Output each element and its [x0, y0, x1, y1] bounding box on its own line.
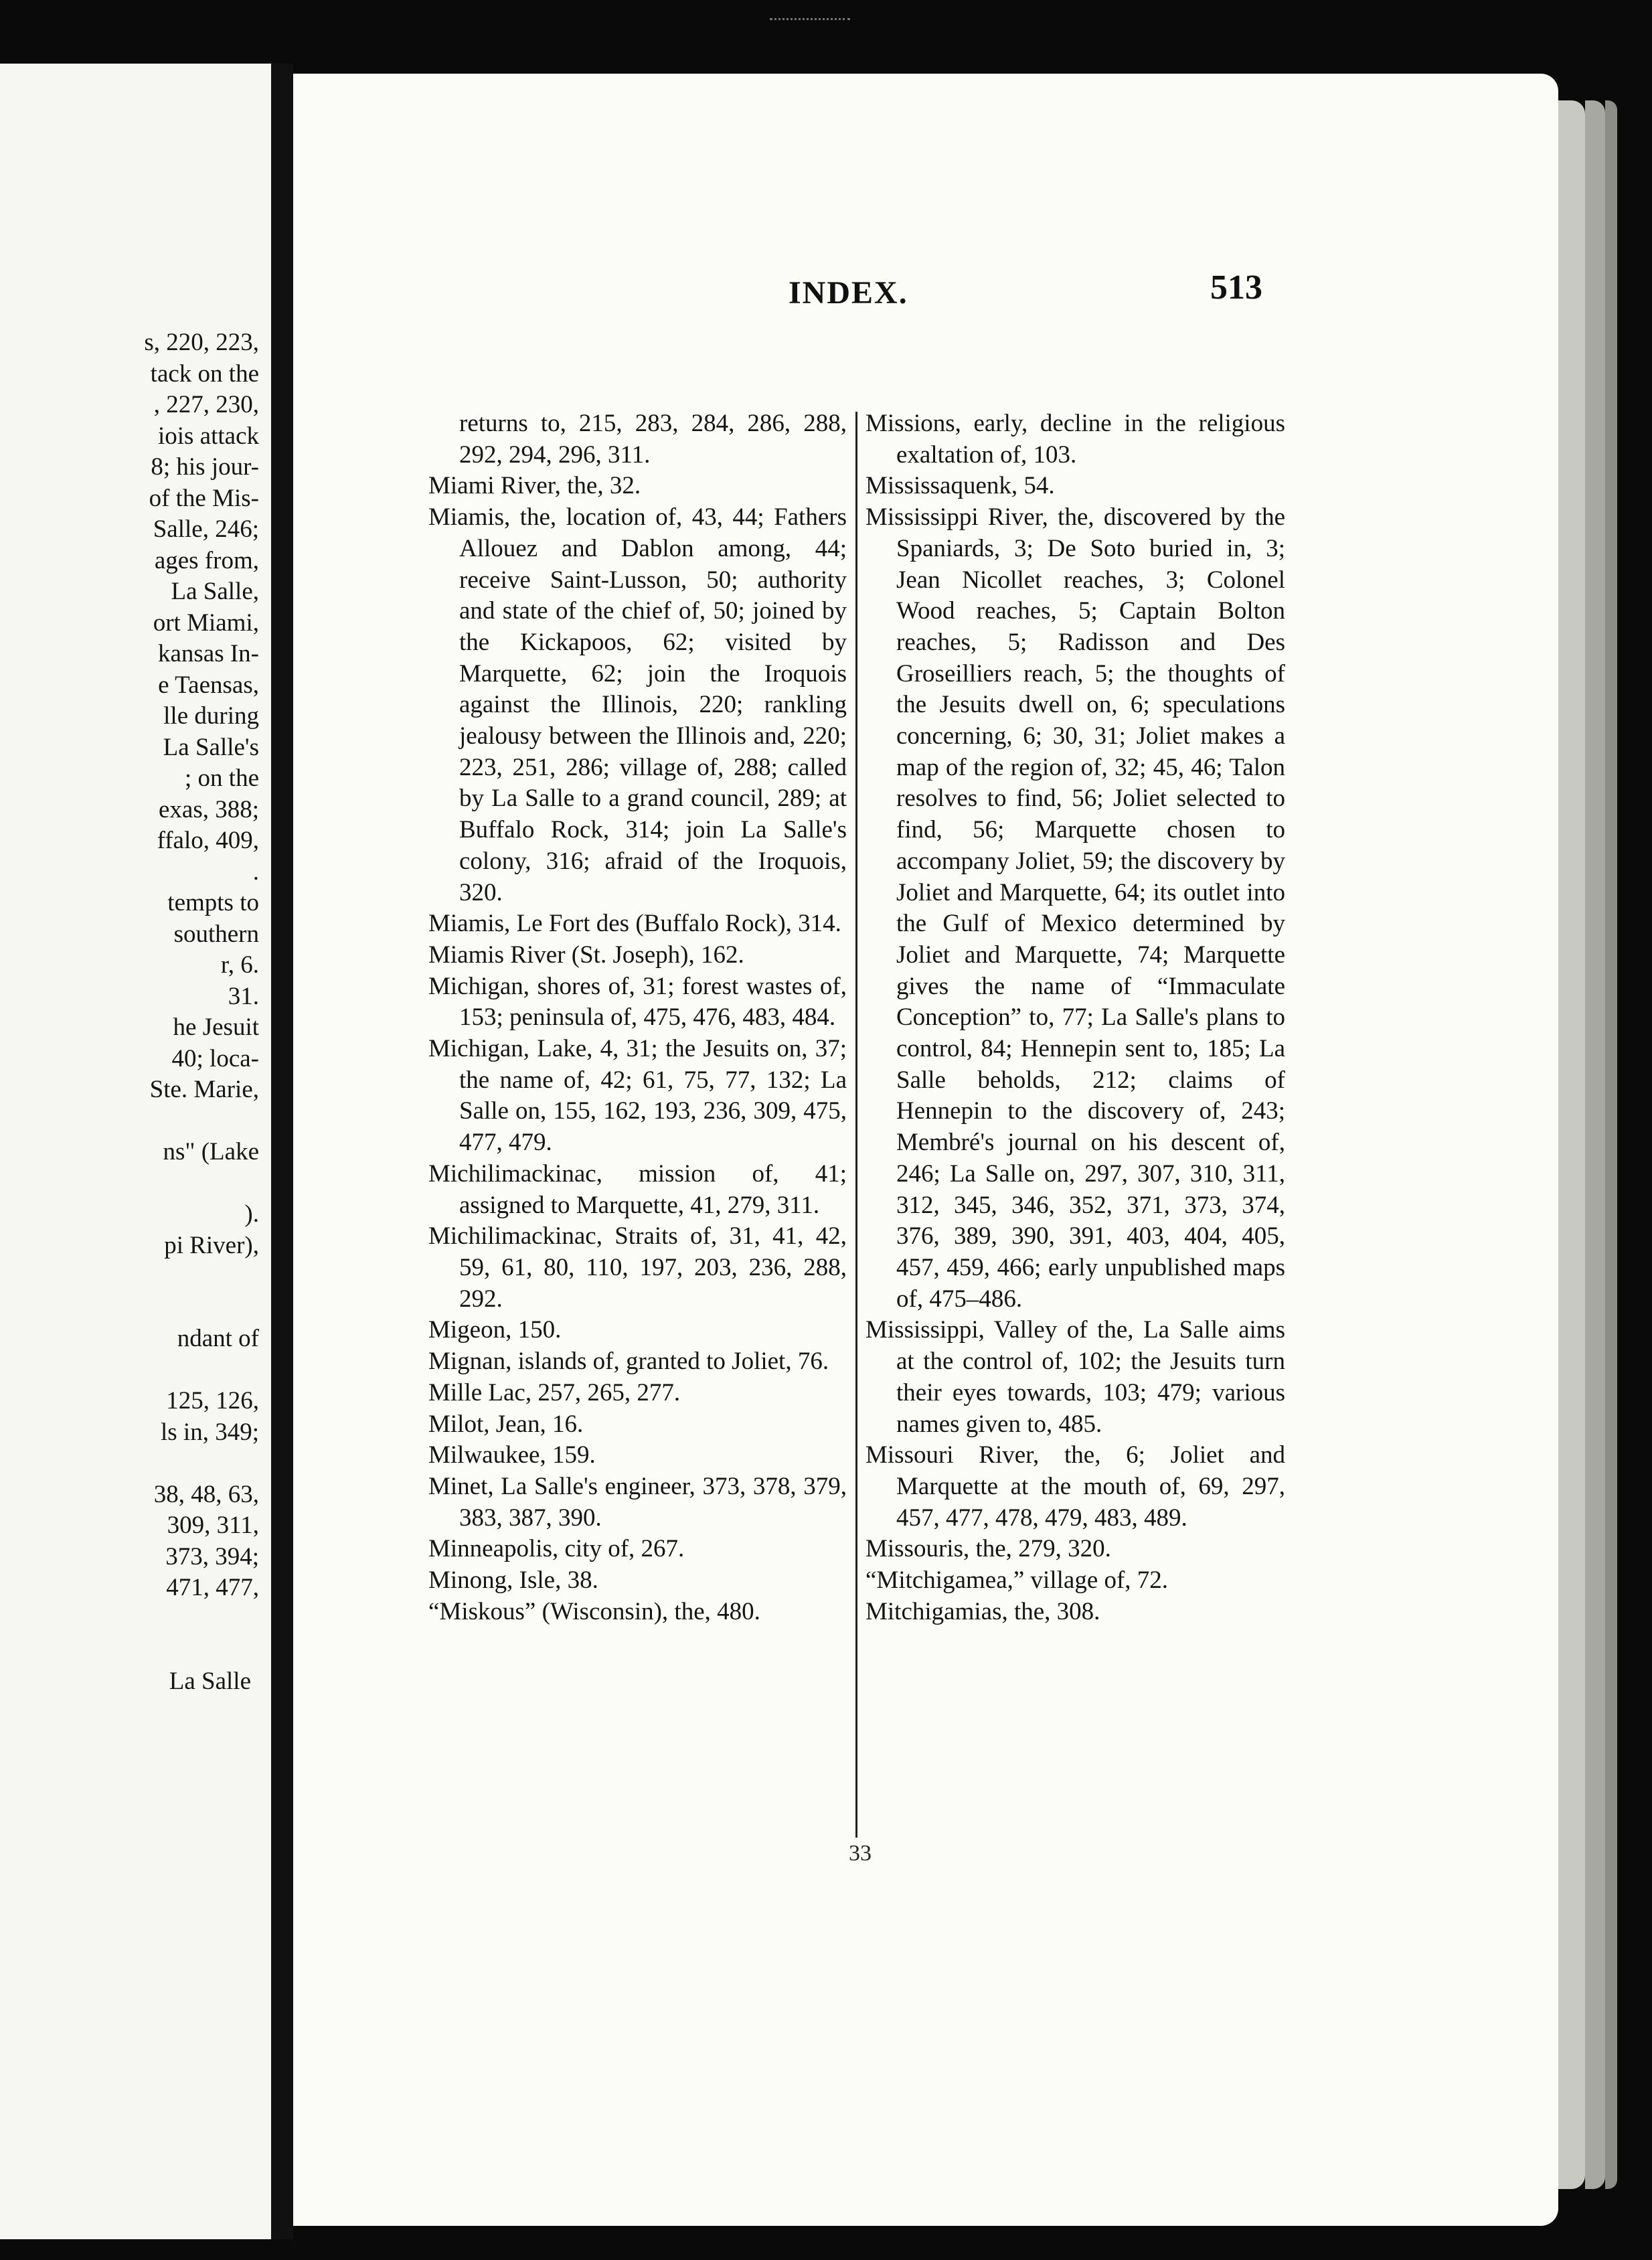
- facing-page-line: 40; loca-: [171, 1044, 259, 1072]
- facing-page-line: ndant of: [177, 1325, 259, 1352]
- column-rule: [855, 412, 857, 1838]
- facing-page-line: r, 6.: [220, 951, 259, 979]
- index-entry: Mississippi, Valley of the, La Salle aims at the control of, 102; the Jesuits turn their eyes towards, 103; 479; various names given to, 485.: [865, 1316, 1285, 1438]
- index-entry: “Mitchigamea,” village of, 72.: [865, 1566, 1169, 1595]
- facing-page-line: tempts to: [167, 889, 259, 916]
- index-entry: Minet, La Salle's engineer, 373, 378, 379, 383, 387, 390.: [428, 1472, 847, 1532]
- facing-page-line: iois attack: [157, 422, 259, 450]
- index-entry: Miamis, Le Fort des (Buffalo Rock), 314.: [428, 910, 841, 938]
- facing-page-line: La Salle: [169, 1667, 251, 1695]
- facing-page-line: La Salle's: [163, 733, 259, 761]
- facing-page-line: 8; his jour-: [151, 453, 259, 481]
- signature-mark: 33: [849, 1841, 872, 1866]
- facing-page-line: 373, 394;: [165, 1542, 259, 1570]
- index-entry: Minong, Isle, 38.: [428, 1566, 598, 1595]
- facing-page-line: southern: [173, 920, 259, 948]
- facing-page-line: ; on the: [185, 764, 259, 792]
- facing-page-line: ns" (Lake: [163, 1138, 259, 1165]
- page-number: 513: [1210, 268, 1262, 307]
- facing-page-line: exas, 388;: [158, 795, 259, 823]
- index-entry: Missouris, the, 279, 320.: [865, 1535, 1111, 1563]
- facing-page-line: lle during: [163, 702, 259, 730]
- scan-smudge: [770, 3, 850, 20]
- facing-page-line: 31.: [228, 982, 259, 1010]
- index-entry: Migeon, 150.: [428, 1316, 562, 1344]
- index-entry: Milwaukee, 159.: [428, 1441, 596, 1469]
- index-entry: Michigan, shores of, 31; forest wastes of, 153; peninsula of, 475, 476, 483, 484.: [428, 972, 847, 1032]
- facing-page-line: pi River),: [164, 1231, 259, 1259]
- facing-page-line: La Salle,: [171, 578, 259, 605]
- index-entry: Mille Lac, 257, 265, 277.: [428, 1378, 681, 1406]
- index-entry: Michigan, Lake, 4, 31; the Jesuits on, 37; the name of, 42; 61, 75, 77, 132; La Salle on, 155, 162, 193, 236, 309, 475, 477, 479.: [428, 1035, 847, 1157]
- index-entry: Mignan, islands of, granted to Joliet, 76.: [428, 1348, 829, 1376]
- running-head: INDEX.: [789, 275, 908, 311]
- facing-page-line: ort Miami,: [153, 609, 259, 637]
- page-edge: [1558, 100, 1585, 2189]
- index-entry: Miamis River (St. Joseph), 162.: [428, 941, 744, 969]
- facing-page-line: Salle, 246;: [153, 515, 259, 543]
- facing-page-line: of the Mis-: [149, 484, 259, 512]
- page-edge: [1605, 100, 1617, 2189]
- page-edge: [1585, 100, 1605, 2189]
- index-entry: Minneapolis, city of, 267.: [428, 1535, 685, 1563]
- index-entry: Michilimackinac, Straits of, 31, 41, 42, 59, 61, 80, 110, 197, 203, 236, 288, 292.: [428, 1222, 847, 1313]
- index-entry-continuation: returns to, 215, 283, 284, 286, 288, 292, 294, 296, 311.: [459, 410, 847, 469]
- facing-page-line: ls in, 349;: [161, 1418, 259, 1446]
- index-entry: Miamis, the, location of, 43, 44; Fathers Allouez and Dablon among, 44; receive Saint-Lusson, 50; authority and state of the chief of, 50; joined by the Kickapoos, 62; visited by Marquette, 62; join the Iroquois against the Illinois, 220; rankling jealousy between the Illinois and, 220; 223, 251, 286; village of, 288; called by La Salle to a grand council, 289; at Buffalo Rock, 314; join La Salle's colony, 316; afraid of the Iroquois, 320.: [428, 503, 847, 906]
- facing-page-line: 309, 311,: [167, 1512, 259, 1539]
- facing-page-line: ages from,: [154, 546, 259, 574]
- index-entry: Mississippi River, the, discovered by the Spaniards, 3; De Soto buried in, 3; Jean Nicollet reaches, 3; Colonel Wood reaches, 5; Captain Bolton reaches, 5; Radisson and Des Groseilliers reach, 5; the thoughts of the Jesuits dwell on, 6; speculations concerning, 6; 30, 31; Joliet makes a map of the region of, 32; 45, 46; Talon resolves to find, 56; Joliet selected to find, 56; Marquette chosen to accompany Joliet, 59; the discovery by Joliet and Marquette, 64; its outlet into the Gulf of Mexico determined by Joliet and Marquette, 74; Marquette gives the name of “Immaculate Conception” to, 77; La Salle's plans to control, 84; Hennepin sent to, 185; La Salle beholds, 212; claims of Hennepin to the discovery of, 243; Membré's journal on his descent of, 246; La Salle on, 297, 307, 310, 311, 312, 345, 346, 352, 371, 373, 374, 376, 389, 390, 391, 403, 404, 405, 457, 459, 466; early unpublished maps of, 475–486.: [865, 503, 1285, 1313]
- index-column-left: [428, 408, 847, 1627]
- facing-page-line: 471, 477,: [166, 1574, 259, 1601]
- facing-page-line: e Taensas,: [158, 671, 259, 699]
- index-entry: Miami River, the, 32.: [428, 472, 641, 500]
- facing-page-line: 38, 48, 63,: [153, 1480, 259, 1508]
- facing-page-line: tack on the: [150, 359, 259, 388]
- facing-page-line: he Jesuit: [173, 1014, 259, 1041]
- index-page: [293, 74, 1558, 2226]
- index-column-right: [865, 408, 1285, 1627]
- facing-page-line: ffalo, 409,: [157, 827, 259, 854]
- book-gutter: [271, 64, 293, 2239]
- facing-page-fragment: [0, 64, 271, 2239]
- index-entry: Mitchigamias, the, 308.: [865, 1597, 1100, 1625]
- facing-page-line: s, 220, 223,: [144, 329, 259, 356]
- facing-page-line: .: [252, 858, 259, 886]
- index-entry: Milot, Jean, 16.: [428, 1410, 584, 1438]
- index-entry: Missouri River, the, 6; Joliet and Marquette at the mouth of, 69, 297, 457, 477, 478, 479, 483, 489.: [865, 1441, 1285, 1532]
- index-entry: Michilimackinac, mission of, 41; assigned to Marquette, 41, 279, 311.: [428, 1159, 847, 1219]
- facing-page-line: 125, 126,: [166, 1387, 259, 1415]
- facing-page-line: kansas In-: [157, 640, 259, 667]
- facing-page-line: , 227, 230,: [153, 391, 259, 418]
- index-entry: Missions, early, decline in the religious exaltation of, 103.: [865, 410, 1285, 469]
- index-entry: Mississaquenk, 54.: [865, 472, 1055, 500]
- index-entry: “Miskous” (Wisconsin), the, 480.: [428, 1597, 760, 1625]
- facing-page-line: Ste. Marie,: [149, 1076, 259, 1103]
- facing-page-line: ).: [244, 1200, 259, 1228]
